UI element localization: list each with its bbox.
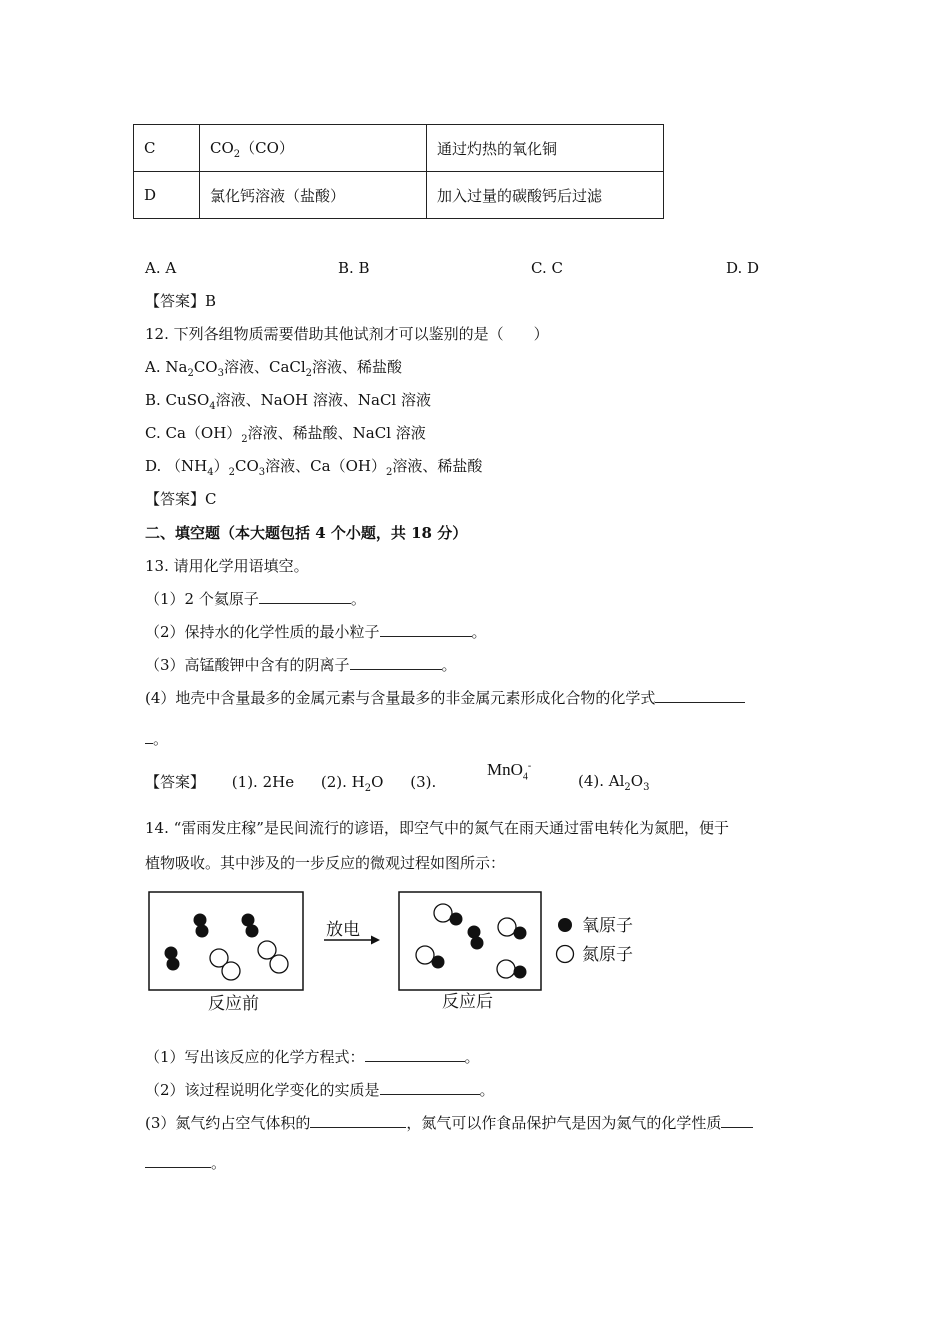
choice-d: D. D (726, 259, 760, 277)
question-13-stem: 13. 请用化学用语填空。 (145, 557, 309, 575)
after-caption: 反应后 (442, 992, 493, 1012)
substance-cell: $CO_2(CO)$ (200, 125, 427, 172)
q13-part-4: (4）地壳中含量最多的金属元素与含量最多的非金属元素形成化合物的化学式 (145, 688, 745, 708)
permanganate-formula: MnO$_4$- (487, 760, 532, 783)
table-row (134, 125, 664, 172)
substance-cell: 氯化钙溶液（盐酸） (200, 172, 427, 219)
legend-oxygen (558, 916, 633, 936)
row-label: D (134, 172, 200, 219)
choice-c: C. C (531, 259, 563, 277)
q13-part-2: （2）保持水的化学性质的最小粒子 。 (145, 623, 487, 641)
q13-part-1: （1）2 个氦原子 。 (145, 590, 366, 608)
question-12-stem: 12. 下列各组物质需要借助其他试剂才可以鉴别的是（ ） (145, 325, 549, 343)
q14-part-2: （2）该过程说明化学变化的实质是 。 (145, 1081, 495, 1099)
q12-option-b: B. CuSO$_4$溶液、NaOH 溶液、NaCl 溶液 (145, 391, 431, 412)
svg-text:氧原子: 氧原子 (582, 916, 633, 936)
svg-text:氮原子: 氮原子 (582, 945, 633, 965)
answer-13: 【答案】 (1). 2He (2). $H_2O$ (3). (145, 773, 437, 794)
choice-a: A. A (145, 259, 177, 277)
question-14-stem-cont: 植物吸收。其中涉及的一步反应的微观过程如图所示： (145, 854, 506, 872)
arrow-label: 放电 (326, 920, 360, 940)
reaction-diagram (140, 882, 660, 1017)
section-heading: 二、填空题（本大题包括 4 个小题，共 18 分） (145, 524, 468, 542)
table-row (134, 172, 664, 219)
q13-part-4-end: 。 (145, 729, 168, 749)
q12-option-c: C. $Ca(OH)_2$溶液、稀盐酸、NaCl 溶液 (145, 424, 426, 445)
answer-12: 【答案】C (145, 490, 217, 508)
q13-part-3: （3）高锰酸钾中含有的阴离子 。 (145, 656, 457, 674)
choice-b: B. B (338, 259, 370, 277)
legend-nitrogen (557, 945, 634, 965)
method-cell: 通过灼热的氧化铜 (427, 125, 664, 172)
options-table (133, 124, 664, 219)
before-caption: 反应前 (208, 994, 259, 1014)
q14-part-1: （1）写出该反应的化学方程式： 。 (145, 1048, 480, 1066)
oxygen-atom-icon (558, 918, 572, 932)
method-cell: 加入过量的碳酸钙后过滤 (427, 172, 664, 219)
q14-part-3: (3）氮气约占空气体积的 ，氮气可以作食品保护气是因为氮气的化学性质 (145, 1113, 753, 1133)
nitrogen-atom-icon (557, 946, 574, 963)
q12-option-d: D. $(NH_4)_2CO_3$溶液、$Ca(OH)_2$溶液、稀盐酸 (145, 457, 483, 478)
row-label: C (134, 125, 200, 172)
q14-part-3-end: 。 (145, 1153, 226, 1173)
answer-13-part-4: (4). $Al_2O_3$ (578, 772, 650, 793)
q12-option-a: A. $Na_2CO_3$溶液、CaCl$_2$溶液、稀盐酸 (145, 358, 403, 379)
answer-11: 【答案】B (145, 292, 217, 310)
question-14-stem: 14. “雷雨发庄稼”是民间流行的谚语，即空气中的氮气在雨天通过雷电转化为氮肥，便于 (145, 819, 729, 837)
